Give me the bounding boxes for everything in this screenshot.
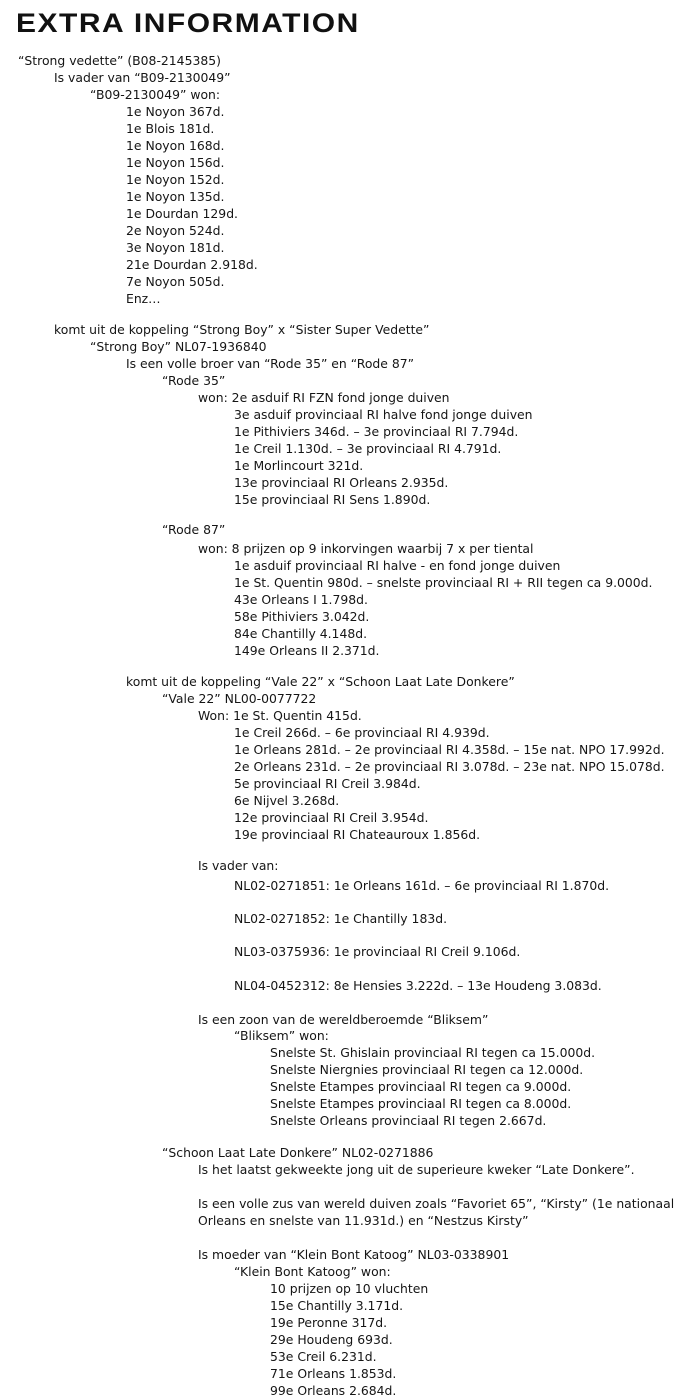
text-line: “Schoon Laat Late Donkere” NL02-0271886 xyxy=(162,1145,434,1160)
text-line: Is moeder van “Klein Bont Katoog” NL03-0338901 xyxy=(198,1247,510,1262)
text-line: Is het laatst gekweekte jong uit de superieure kweker “Late Donkere”. xyxy=(198,1162,635,1177)
text-line: “Strong vedette” (B08-2145385) xyxy=(18,53,221,68)
text-line: 19e provinciaal RI Chateauroux 1.856d. xyxy=(234,827,481,842)
text-line: 71e Orleans 1.853d. xyxy=(270,1366,397,1381)
text-line: 10 prijzen op 10 vluchten xyxy=(270,1281,429,1296)
text-line: 1e Morlincourt 321d. xyxy=(234,458,364,473)
text-line: Is een volle broer van “Rode 35” en “Rode 87” xyxy=(126,356,415,371)
text-line: won: 2e asduif RI FZN fond jonge duiven xyxy=(198,390,450,405)
text-line: 3e Noyon 181d. xyxy=(126,240,225,255)
text-line: 1e Blois 181d. xyxy=(126,121,215,136)
text-line: “Strong Boy” NL07-1936840 xyxy=(90,339,267,354)
text-line: “Bliksem” won: xyxy=(234,1028,329,1043)
text-line: 84e Chantilly 4.148d. xyxy=(234,626,368,641)
text-line: “Klein Bont Katoog” won: xyxy=(234,1264,391,1279)
text-line: Snelste Etampes provinciaal RI tegen ca 8.000d. xyxy=(270,1096,572,1111)
text-line: 21e Dourdan 2.918d. xyxy=(126,257,258,272)
text-line: komt uit de koppeling “Strong Boy” x “Sister Super Vedette” xyxy=(54,322,430,337)
text-line: 5e provinciaal RI Creil 3.984d. xyxy=(234,776,421,791)
text-line: 99e Orleans 2.684d. xyxy=(270,1383,397,1398)
text-line: 58e Pithiviers 3.042d. xyxy=(234,609,370,624)
text-line: komt uit de koppeling “Vale 22” x “Schoon Laat Late Donkere” xyxy=(126,674,515,689)
text-line: 13e provinciaal RI Orleans 2.935d. xyxy=(234,475,449,490)
text-line: Snelste Etampes provinciaal RI tegen ca 9.000d. xyxy=(270,1079,572,1094)
text-line: 1e Orleans 281d. – 2e provinciaal RI 4.358d. – 15e nat. NPO 17.992d. xyxy=(234,742,665,757)
text-line: won: 8 prijzen op 9 inkorvingen waarbij 7 x per tiental xyxy=(198,541,534,556)
text-line: 15e provinciaal RI Sens 1.890d. xyxy=(234,492,431,507)
text-line: 1e Noyon 135d. xyxy=(126,189,225,204)
text-line: Is een volle zus van wereld duiven zoals “Favoriet 65”, “Kirsty” (1e nationaal xyxy=(198,1196,675,1211)
text-line: 1e Noyon 152d. xyxy=(126,172,225,187)
text-line: Enz… xyxy=(126,291,161,306)
text-line: NL04-0452312: 8e Hensies 3.222d. – 13e Houdeng 3.083d. xyxy=(234,978,602,993)
text-line: 6e Nijvel 3.268d. xyxy=(234,793,340,808)
text-line: Snelste Niergnies provinciaal RI tegen ca 12.000d. xyxy=(270,1062,584,1077)
text-line: Is vader van: xyxy=(198,858,279,873)
text-line: 1e Noyon 168d. xyxy=(126,138,225,153)
text-line: 53e Creil 6.231d. xyxy=(270,1349,377,1364)
text-line: NL02-0271852: 1e Chantilly 183d. xyxy=(234,911,448,926)
text-line: 1e St. Quentin 980d. – snelste provinciaal RI + RII tegen ca 9.000d. xyxy=(234,575,653,590)
text-line: Won: 1e St. Quentin 415d. xyxy=(198,708,362,723)
text-line: 29e Houdeng 693d. xyxy=(270,1332,393,1347)
text-line: “Rode 35” xyxy=(162,373,226,388)
text-line: “Vale 22” NL00-0077722 xyxy=(162,691,317,706)
text-line: 3e asduif provinciaal RI halve fond jonge duiven xyxy=(234,407,533,422)
text-line: Is vader van “B09-2130049” xyxy=(54,70,231,85)
text-line: 1e Pithiviers 346d. – 3e provinciaal RI 7.794d. xyxy=(234,424,519,439)
page-heading: EXTRA INFORMATION xyxy=(16,8,360,39)
text-line: NL02-0271851: 1e Orleans 161d. – 6e provinciaal RI 1.870d. xyxy=(234,878,610,893)
text-line: 149e Orleans II 2.371d. xyxy=(234,643,380,658)
text-line: 1e Creil 266d. – 6e provinciaal RI 4.939d. xyxy=(234,725,490,740)
text-line: “Rode 87” xyxy=(162,522,226,537)
text-line: Orleans en snelste van 11.931d.) en “Nestzus Kirsty” xyxy=(198,1213,529,1228)
text-line: 7e Noyon 505d. xyxy=(126,274,225,289)
text-line: NL03-0375936: 1e provinciaal RI Creil 9.106d. xyxy=(234,944,521,959)
text-line: 19e Peronne 317d. xyxy=(270,1315,388,1330)
text-line: “B09-2130049” won: xyxy=(90,87,221,102)
text-line: 2e Orleans 231d. – 2e provinciaal RI 3.078d. – 23e nat. NPO 15.078d. xyxy=(234,759,665,774)
text-line: Snelste St. Ghislain provinciaal RI tegen ca 15.000d. xyxy=(270,1045,596,1060)
text-line: 1e asduif provinciaal RI halve - en fond jonge duiven xyxy=(234,558,561,573)
text-line: 1e Noyon 156d. xyxy=(126,155,225,170)
text-line: Is een zoon van de wereldberoemde “Bliksem” xyxy=(198,1012,489,1027)
text-line: 1e Creil 1.130d. – 3e provinciaal RI 4.791d. xyxy=(234,441,502,456)
text-line: 1e Dourdan 129d. xyxy=(126,206,238,221)
text-line: Snelste Orleans provinciaal RI tegen 2.667d. xyxy=(270,1113,547,1128)
text-line: 2e Noyon 524d. xyxy=(126,223,225,238)
text-line: 43e Orleans I 1.798d. xyxy=(234,592,368,607)
text-line: 1e Noyon 367d. xyxy=(126,104,225,119)
text-line: 15e Chantilly 3.171d. xyxy=(270,1298,404,1313)
text-line: 12e provinciaal RI Creil 3.954d. xyxy=(234,810,429,825)
